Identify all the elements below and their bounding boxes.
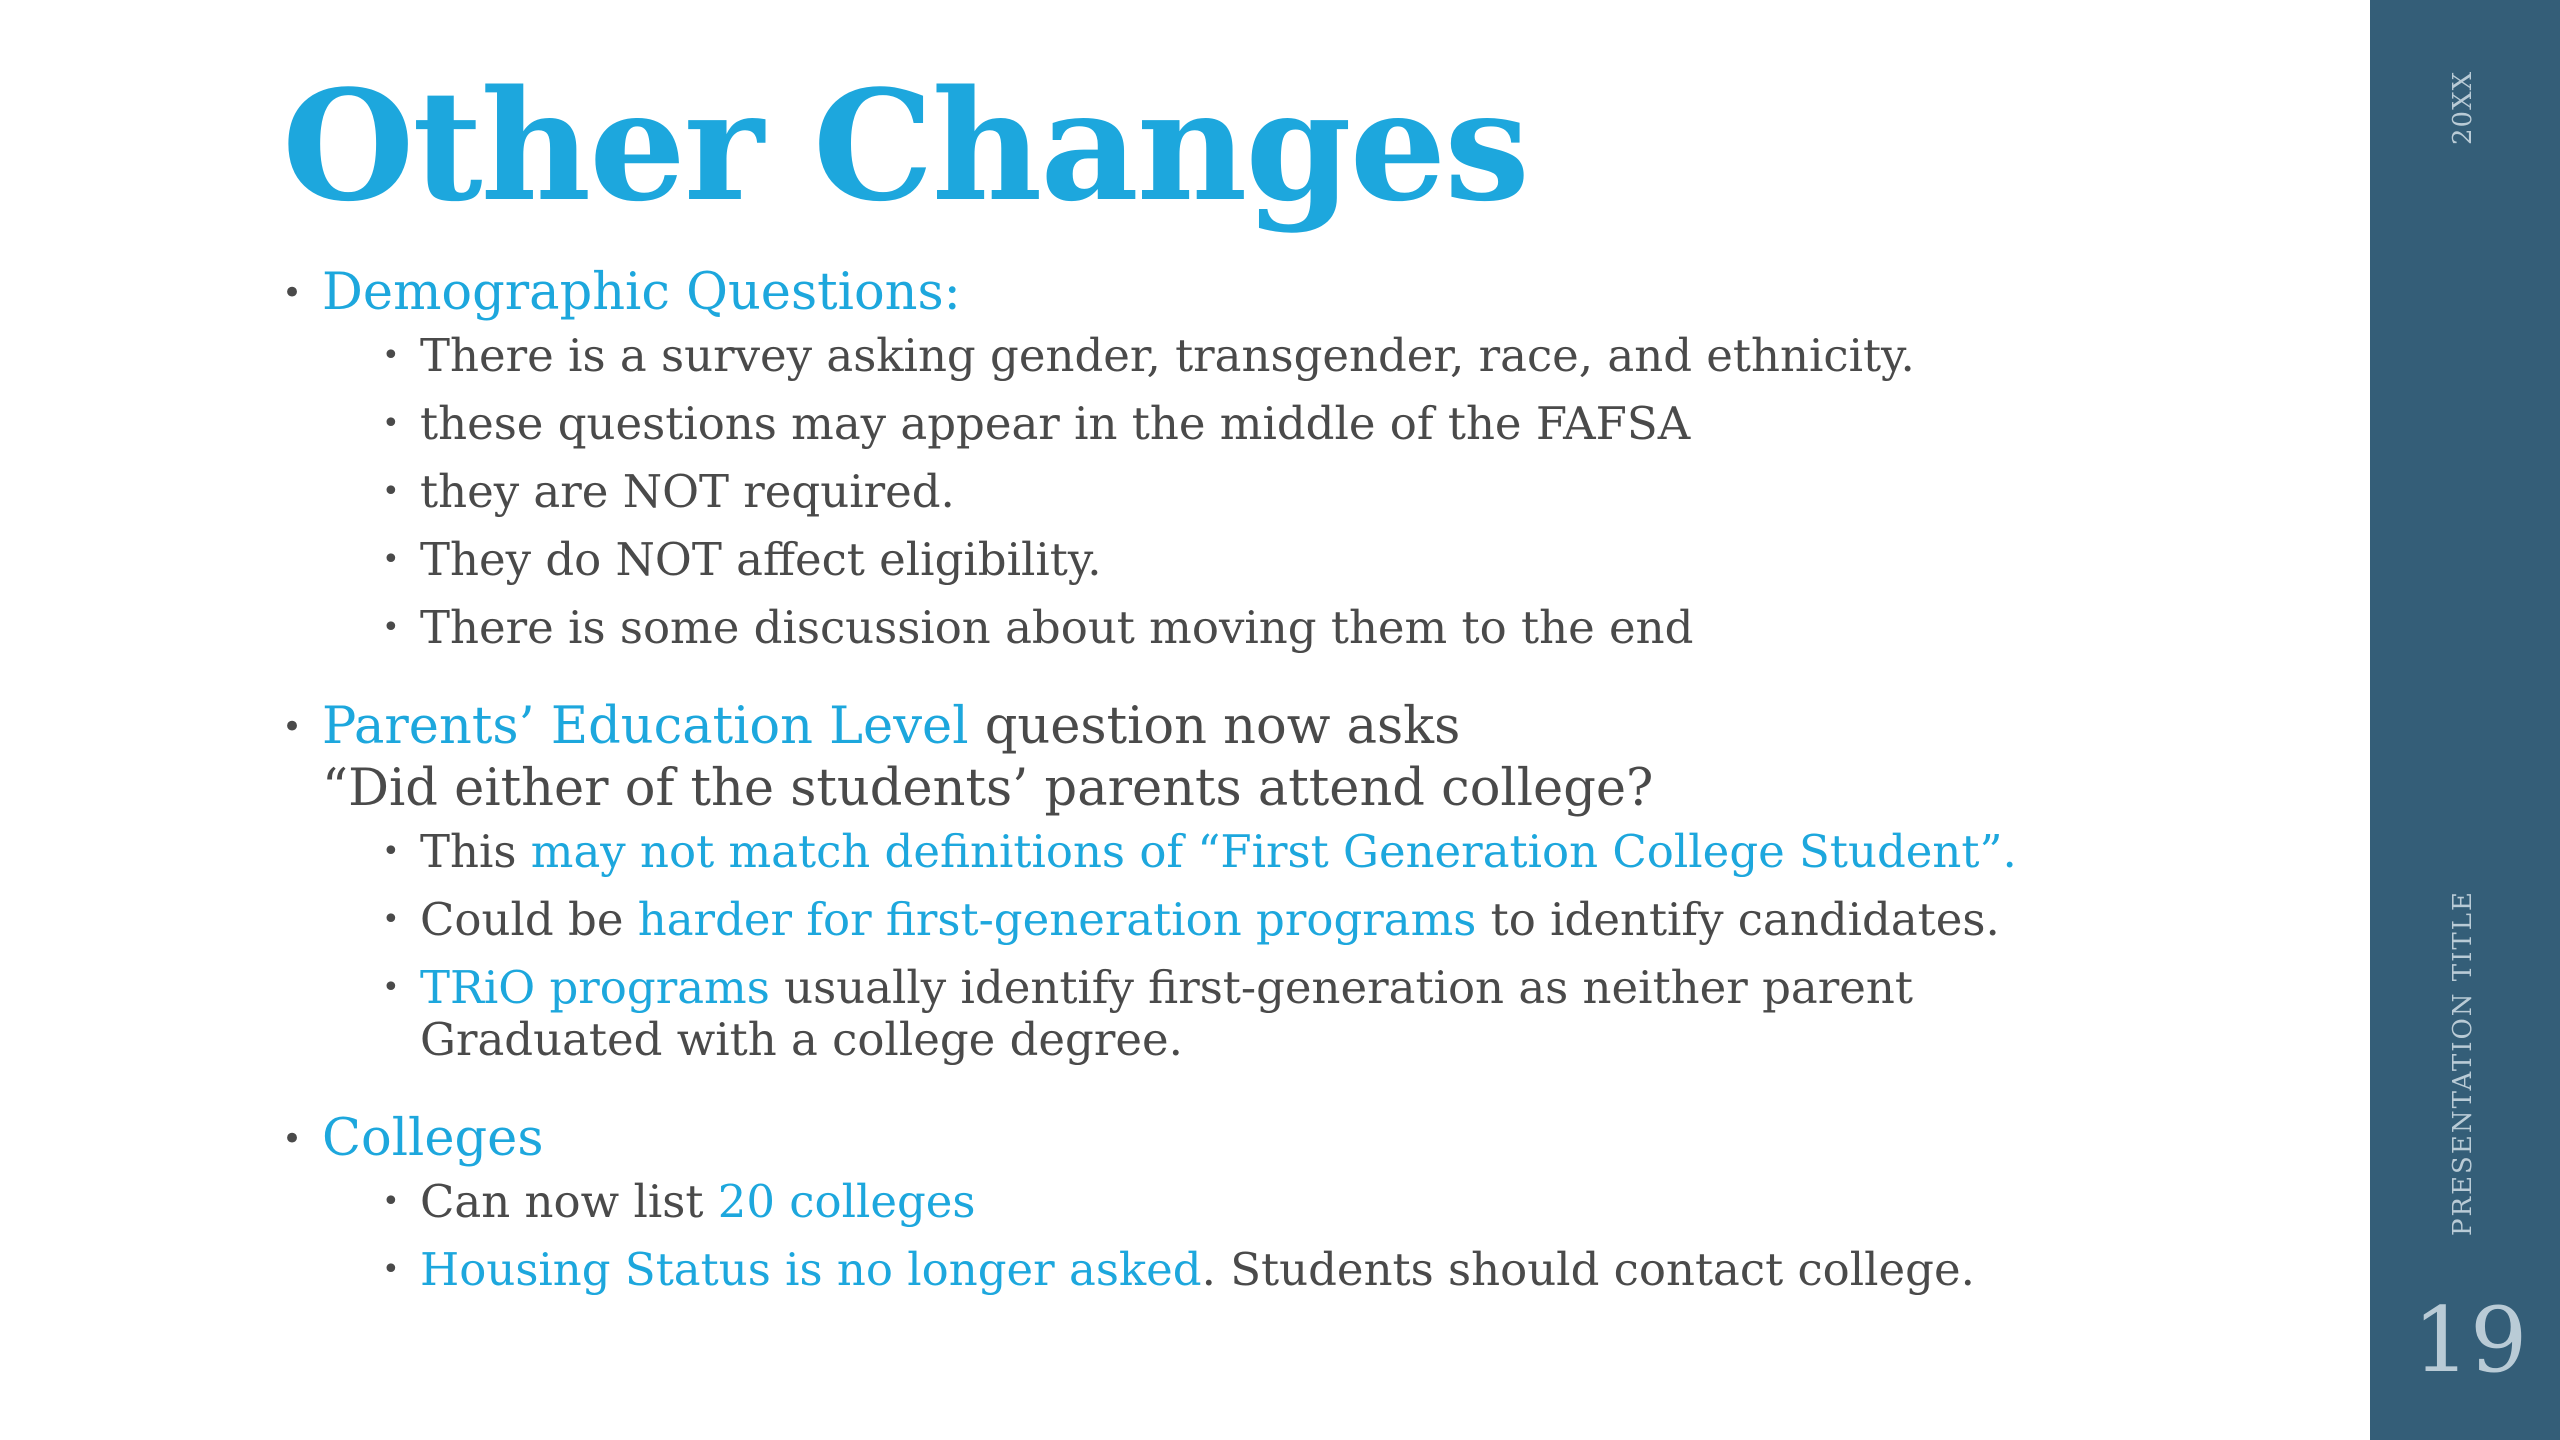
highlighted-text: Colleges bbox=[322, 1109, 544, 1168]
bullet-heading bbox=[322, 1108, 2332, 1170]
bullet-heading bbox=[322, 696, 2332, 820]
bullet-text: They do NOT affect eligibility. bbox=[420, 533, 1102, 586]
bullet-text: to identify candidates. bbox=[1476, 893, 2000, 946]
presentation-title: PRESENTATION TITLE bbox=[2448, 890, 2478, 1237]
sub-bullet-item bbox=[322, 1244, 2332, 1296]
sub-bullet-item bbox=[322, 466, 2332, 518]
slide-date: 20XX bbox=[2448, 70, 2478, 146]
bullet-item bbox=[282, 262, 2332, 654]
sub-bullet-item bbox=[322, 534, 2332, 586]
slide-content bbox=[282, 262, 2332, 1296]
highlighted-text: harder for first-generation programs bbox=[637, 893, 1477, 946]
sub-bullet-item bbox=[322, 826, 2332, 878]
bullet-text: they are NOT required. bbox=[420, 465, 955, 518]
bullet-text: There is a survey asking gender, transgender, race, and ethnicity. bbox=[420, 329, 1915, 382]
highlighted-text: Parents’ Education Level bbox=[322, 697, 969, 756]
bullet-text: usually identify first-generation as neither parent bbox=[769, 961, 1913, 1014]
bullet-text: Could be bbox=[420, 893, 638, 946]
highlighted-text: 20 colleges bbox=[717, 1175, 976, 1228]
highlighted-text: may not match definitions of “First Generation College Student”. bbox=[530, 825, 2017, 878]
bullet-text: This bbox=[420, 825, 531, 878]
bullet-text: these questions may appear in the middle of the FAFSA bbox=[420, 397, 1691, 450]
highlighted-text: Housing Status is no longer asked bbox=[420, 1243, 1202, 1296]
highlighted-text: TRiO programs bbox=[420, 961, 770, 1014]
sub-bullet-item bbox=[322, 398, 2332, 450]
sub-bullet-list bbox=[322, 330, 2332, 654]
bullet-text: “Did either of the students’ parents attend college? bbox=[322, 759, 1654, 818]
sub-bullet-item bbox=[322, 962, 2332, 1066]
bullet-text: . Students should contact college. bbox=[1201, 1243, 1975, 1296]
slide-number: 19 bbox=[2412, 1288, 2528, 1393]
sub-bullet-list bbox=[322, 1176, 2332, 1296]
bullet-item bbox=[282, 1108, 2332, 1296]
bullet-text: question now asks bbox=[968, 697, 1461, 756]
bullet-heading bbox=[322, 262, 2332, 324]
highlighted-text: Demographic Questions: bbox=[322, 263, 961, 322]
bullet-text: Can now list bbox=[420, 1175, 718, 1228]
sub-bullet-item bbox=[322, 330, 2332, 382]
sub-bullet-list bbox=[322, 826, 2332, 1066]
sub-bullet-item bbox=[322, 1176, 2332, 1228]
bullet-list bbox=[282, 262, 2332, 1296]
bullet-item bbox=[282, 696, 2332, 1066]
sub-bullet-item bbox=[322, 602, 2332, 654]
sub-bullet-item bbox=[322, 894, 2332, 946]
bullet-text: There is some discussion about moving them to the end bbox=[420, 601, 1694, 654]
bullet-text: Graduated with a college degree. bbox=[420, 1013, 1183, 1066]
slide-title: Other Changes bbox=[282, 56, 1528, 235]
